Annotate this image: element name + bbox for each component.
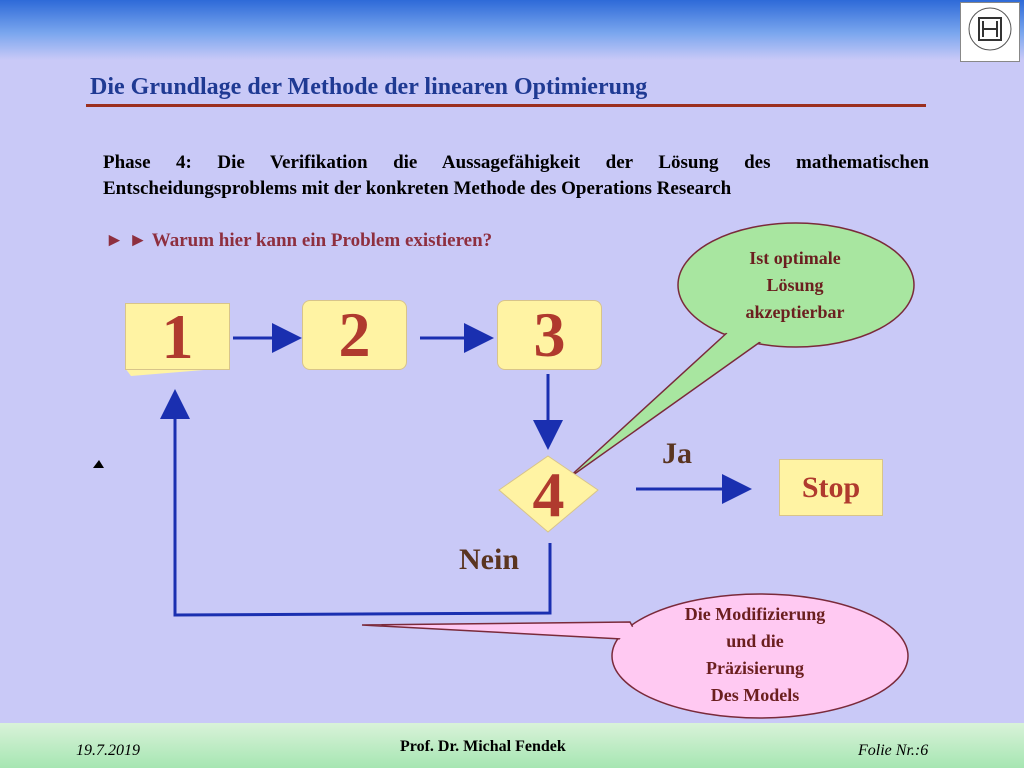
bubble-top-line: akzeptierbar	[745, 302, 845, 322]
footer-author: Prof. Dr. Michal Fendek	[400, 738, 566, 755]
bubble-bottom-line: Die Modifizierung	[684, 604, 826, 624]
bubble-bottom-text	[640, 601, 870, 709]
bubble-bottom-line: Präzisierung	[706, 658, 804, 678]
step-box-1: 1	[125, 303, 230, 370]
stop-box: Stop	[779, 459, 883, 516]
phase-description: Phase 4: Die Verifikation die Aussagefähigkeit der Lösung des mathematischen Entscheidungsproblems mit der konkreten Methode des Operations Research	[103, 152, 929, 199]
feedback-loop-line	[175, 395, 550, 615]
slide-title: Die Grundlage der Methode der linearen Optimierung	[90, 74, 648, 100]
step-box-2: 2	[302, 300, 407, 370]
small-arrow-icon	[93, 460, 104, 468]
no-label: Nein	[459, 543, 519, 576]
decision-label: 4	[532, 459, 565, 530]
footer-slide-number: Folie Nr.:6	[858, 742, 929, 759]
footer-date: 19.7.2019	[76, 742, 140, 759]
bubble-top-line: Lösung	[766, 275, 824, 295]
step-box-3: 3	[497, 300, 602, 370]
bubble-bottom-line: und die	[726, 631, 784, 651]
yes-label: Ja	[662, 437, 692, 470]
bubble-top-text	[700, 245, 890, 326]
bubble-bottom-line: Des Models	[710, 685, 800, 705]
bubble-top-line: Ist optimale	[749, 248, 841, 268]
bubble-bottom-pointer	[362, 622, 640, 640]
question-text: ► ► Warum hier kann ein Problem existieren?	[105, 230, 493, 251]
